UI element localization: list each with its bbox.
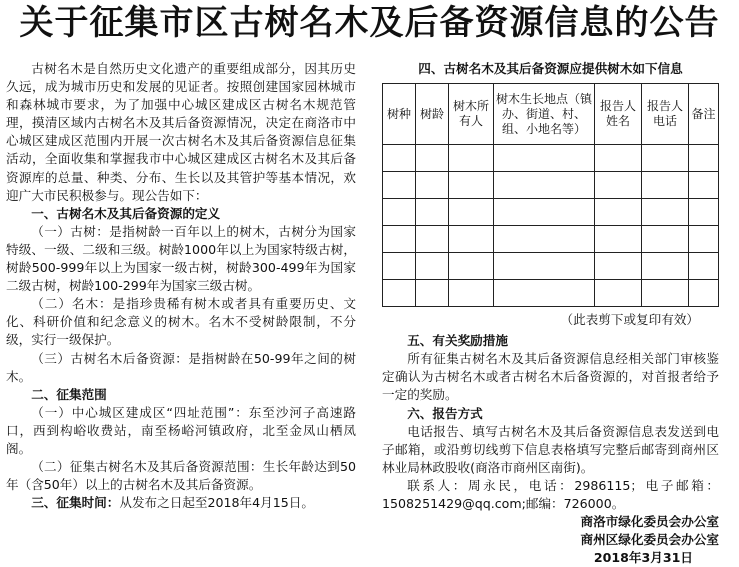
- table-cell: [689, 172, 719, 199]
- table-cell: [383, 280, 416, 307]
- table-cell: [416, 199, 449, 226]
- table-cell: [642, 172, 689, 199]
- column-header: 树种: [383, 84, 416, 145]
- table-cell: [383, 199, 416, 226]
- table-row: [383, 145, 719, 172]
- table-cell: [449, 199, 494, 226]
- section3-heading: 三、征集时间：: [31, 495, 120, 511]
- left-column: [6, 60, 356, 512]
- table-cell: [642, 199, 689, 226]
- signature-date: 2018年3月31日: [593, 550, 693, 566]
- column-header: 报告人电话: [642, 84, 689, 145]
- table-cell: [494, 280, 595, 307]
- table-header-row: [383, 84, 719, 145]
- table-cell: [449, 253, 494, 280]
- table-cell: [642, 145, 689, 172]
- ancient-tree-definition: （一）古树：是指树龄一百年以上的树木，古树分为国家特级、一级、二级和三级。树龄1000年以上为国家特级古树，树龄500-999年以上为国家一级古树，树龄300-499年为国家二级古树，树龄100-299年为国家三级古树。: [6, 223, 356, 294]
- section2-heading: 二、征集范围: [31, 386, 107, 402]
- table-cell: [449, 226, 494, 253]
- scope-tree-age: （二）征集古树名木及其后备资源范围：生长年龄达到50年（含50年）以上的古树名木及其后备资源。: [6, 459, 356, 493]
- table-cell: [595, 172, 642, 199]
- table-cell: [689, 226, 719, 253]
- table-cell: [595, 280, 642, 307]
- table-row: [383, 253, 719, 280]
- table-cell: [642, 280, 689, 307]
- table-cell: [642, 253, 689, 280]
- table-cell: [595, 226, 642, 253]
- table-cell: [416, 253, 449, 280]
- table-row: [383, 226, 719, 253]
- table-cell: [689, 145, 719, 172]
- table-cell: [494, 199, 595, 226]
- table-cell: [383, 145, 416, 172]
- table-row: [383, 199, 719, 226]
- section1-heading: 一、古树名木及其后备资源的定义: [31, 205, 221, 221]
- table-cell: [595, 145, 642, 172]
- column-header: 报告人姓名: [595, 84, 642, 145]
- table-cell: [449, 172, 494, 199]
- tree-info-form-table: [382, 83, 719, 307]
- table-cell: [383, 253, 416, 280]
- right-column: [382, 60, 719, 567]
- reward-text: 所有征集古树名木及其后备资源信息经相关部门审核鉴定确认为古树名木或者古树名木后备资源的，对首报者给予一定的奖励。: [382, 351, 719, 403]
- table-cell: [494, 253, 595, 280]
- table-note: （此表剪下或复印有效）: [560, 312, 699, 328]
- collection-period: [6, 494, 356, 512]
- page-title: 关于征集市区古树名木及后备资源信息的公告: [19, 3, 720, 43]
- contact-info: 联系人：周永民，电话：2986115；电子邮箱：1508251429@qq.com;邮编：726000。: [382, 477, 719, 512]
- signature-org-1: 商洛市绿化委员会办公室: [580, 514, 719, 530]
- table-row: [383, 280, 719, 307]
- table-cell: [595, 199, 642, 226]
- table-row: [383, 172, 719, 199]
- table-cell: [689, 280, 719, 307]
- signature-org-2: 商州区绿化委员会办公室: [580, 532, 719, 548]
- famous-tree-definition: （二）名木：是指珍贵稀有树木或者具有重要历史、文化、科研价值和纪念意义的树木。名木不受树龄限制，不分级，实行一级保护。: [6, 296, 356, 348]
- section5-heading: 五、有关奖励措施: [407, 333, 508, 349]
- table-cell: [494, 145, 595, 172]
- table-cell: [642, 226, 689, 253]
- table-cell: [595, 253, 642, 280]
- table-cell: [416, 280, 449, 307]
- section6-heading: 六、报告方式: [407, 405, 483, 421]
- table-cell: [449, 145, 494, 172]
- scope-city-area: （一）中心城区建成区“四址范围”：东至沙河子高速路口，西到构峪收费站，南至杨峪河镇政府，北至金凤山栖凤阁。: [6, 404, 356, 456]
- column-header: 树木生长地点（镇办、街道、村、组、小地名等）: [494, 84, 595, 145]
- table-body: [383, 145, 719, 307]
- reserve-resource-definition: （三）古树名木后备资源：是指树龄在50-99年之间的树木。: [6, 350, 356, 384]
- column-header: 树木所有人: [449, 84, 494, 145]
- table-cell: [689, 253, 719, 280]
- collection-period-text: 从发布之日起至2018年4月15日。: [119, 495, 314, 511]
- table-cell: [416, 172, 449, 199]
- column-header: 备注: [689, 84, 719, 145]
- report-method-text: 电话报告、填写古树名木及其后备资源信息表发送到电子邮箱，或沿剪切线剪下信息表格填写完整后邮寄到商州区林业局林政股收(商洛市商州区南街)。: [382, 423, 719, 475]
- table-cell: [449, 280, 494, 307]
- table-cell: [494, 172, 595, 199]
- table-cell: [383, 226, 416, 253]
- table-cell: [383, 172, 416, 199]
- table-cell: [494, 226, 595, 253]
- table-cell: [416, 226, 449, 253]
- section4-heading: 四、古树名木及其后备资源应提供树木如下信息: [418, 61, 683, 76]
- intro-paragraph: 古树名木是自然历史文化遗产的重要组成部分，因其历史久远，成为城市历史和发展的见证者。按照创建国家园林城市和森林城市要求，为了加强中心城区建成区古树名木规范管理，摸清区域内古树名木及其后备资源情况，决定在商洛市中心城区建成区范围内开展一次古树名木及其后备资源信息征集活动，全面收集和掌握我市中心城区建成区古树名木及其后备资源库的总量、种类、分布、生长以及其管护等基本情况，欢迎广大市民积极参与。现公告如下：: [6, 61, 356, 203]
- column-header: 树龄: [416, 84, 449, 145]
- table-cell: [416, 145, 449, 172]
- table-cell: [689, 199, 719, 226]
